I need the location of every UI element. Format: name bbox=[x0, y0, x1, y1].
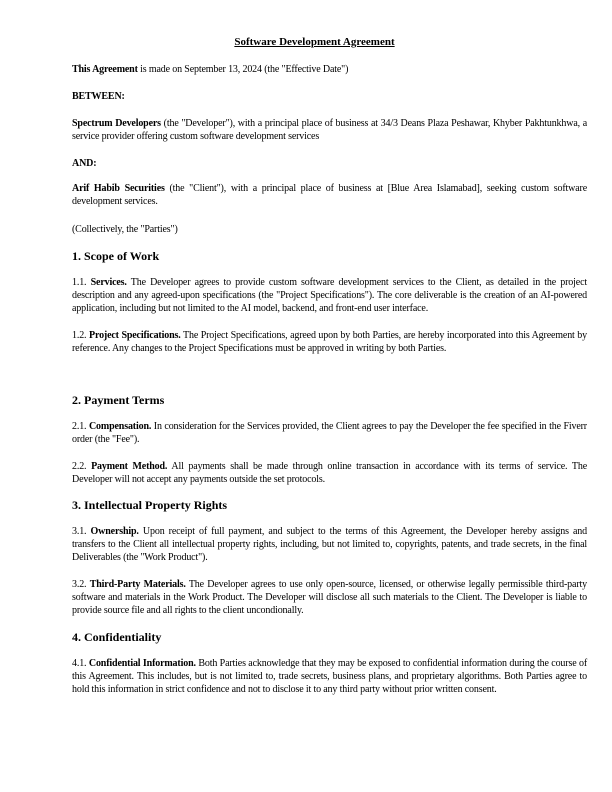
section-heading-confidentiality: 4. Confidentiality bbox=[72, 630, 162, 644]
developer-paragraph bbox=[72, 117, 587, 143]
clause-number: 4.1. bbox=[72, 658, 89, 669]
clause-number: 1.1. bbox=[72, 277, 91, 288]
clause-text: The Developer agrees to provide custom software development services to the Client, as detailed in the project description and any agreed-upon specifications (the "Project Specifications"). The core deliverable is the creation of an AI-powered application, including but not limited to the AI model, backend, and front-end user interface. bbox=[72, 277, 587, 314]
clause-number: 3.1. bbox=[72, 526, 91, 537]
clause-title: Project Specifications. bbox=[89, 330, 181, 341]
section-heading-payment-terms: 2. Payment Terms bbox=[72, 393, 165, 407]
clause-1-2 bbox=[72, 329, 587, 355]
clause-number: 3.2. bbox=[72, 579, 90, 590]
intro-bold: This Agreement bbox=[72, 64, 138, 75]
document-title: Software Development Agreement bbox=[234, 36, 395, 48]
developer-text: (the "Developer"), with a principal place of business at 34/3 Deans Plaza Peshawar, Khyber Pakhtunkhwa, a service provider offering custom software development services bbox=[72, 118, 587, 142]
between-label: BETWEEN: bbox=[72, 91, 125, 102]
clause-4-1 bbox=[72, 657, 587, 696]
collectively-paragraph: (Collectively, the "Parties") bbox=[72, 224, 178, 235]
section-heading-intellectual-property: 3. Intellectual Property Rights bbox=[72, 498, 228, 512]
clause-title: Ownership. bbox=[90, 526, 139, 537]
client-name: Arif Habib Securities bbox=[72, 183, 165, 194]
intro-text: is made on September 13, 2024 (the "Effective Date") bbox=[137, 64, 349, 75]
clause-3-2 bbox=[72, 578, 587, 617]
clause-text: All payments shall be made through online transaction in accordance with its terms of service. The Developer will not accept any payments outside the set protocols. bbox=[72, 461, 587, 485]
client-paragraph bbox=[72, 182, 587, 208]
intro-paragraph bbox=[72, 63, 587, 76]
clause-text: Both Parties acknowledge that they may be exposed to confidential information during the course of this Agreement. This includes, but is not limited to, trade secrets, business plans, and proprietary algorithms. Both Parties agree to hold this information in strict confidence and not to disclose it to any third party without prior written consent. bbox=[72, 658, 587, 695]
and-label: AND: bbox=[72, 158, 97, 169]
clause-number: 2.1. bbox=[72, 421, 89, 432]
clause-2-1 bbox=[72, 420, 587, 446]
clause-1-1 bbox=[72, 276, 587, 315]
clause-title: Payment Method. bbox=[91, 461, 168, 472]
clause-3-1 bbox=[72, 525, 587, 564]
clause-text: Upon receipt of full payment, and subject to the terms of this Agreement, the Developer hereby assigns and transfers to the Client all intellectual property rights, including, but not limited to, copyrights, patents, and trade secrets, in the final Deliverables (the "Work Product"). bbox=[72, 526, 587, 563]
clause-title: Third-Party Materials. bbox=[89, 579, 186, 590]
developer-name: Spectrum Developers bbox=[72, 118, 161, 129]
clause-title: Compensation. bbox=[88, 421, 152, 432]
clause-text: The Project Specifications, agreed upon by both Parties, are hereby incorporated into this Agreement by reference. Any changes to the Project Specifications must be approved in writing by both Parties. bbox=[72, 330, 587, 354]
clause-text: The Developer agrees to use only open-source, licensed, or otherwise legally permissible third-party software and materials in the Work Product. The Developer will disclose all such materials to the Client. The Developer is liable to provide source file and all rights to the client uncondionally. bbox=[72, 579, 587, 616]
client-text: (the "Client"), with a principal place of business at [Blue Area Islamabad], seeking custom software development services. bbox=[72, 183, 587, 207]
section-heading-scope-of-work: 1. Scope of Work bbox=[72, 249, 160, 263]
clause-number: 1.2. bbox=[72, 330, 89, 341]
clause-title: Confidential Information. bbox=[88, 658, 196, 669]
clause-number: 2.2. bbox=[72, 461, 92, 472]
clause-text: In consideration for the Services provided, the Client agrees to pay the Developer the fee specified in the Fiverr order (the "Fee"). bbox=[72, 421, 587, 445]
clause-2-2 bbox=[72, 460, 587, 486]
clause-title: Services. bbox=[90, 277, 127, 288]
